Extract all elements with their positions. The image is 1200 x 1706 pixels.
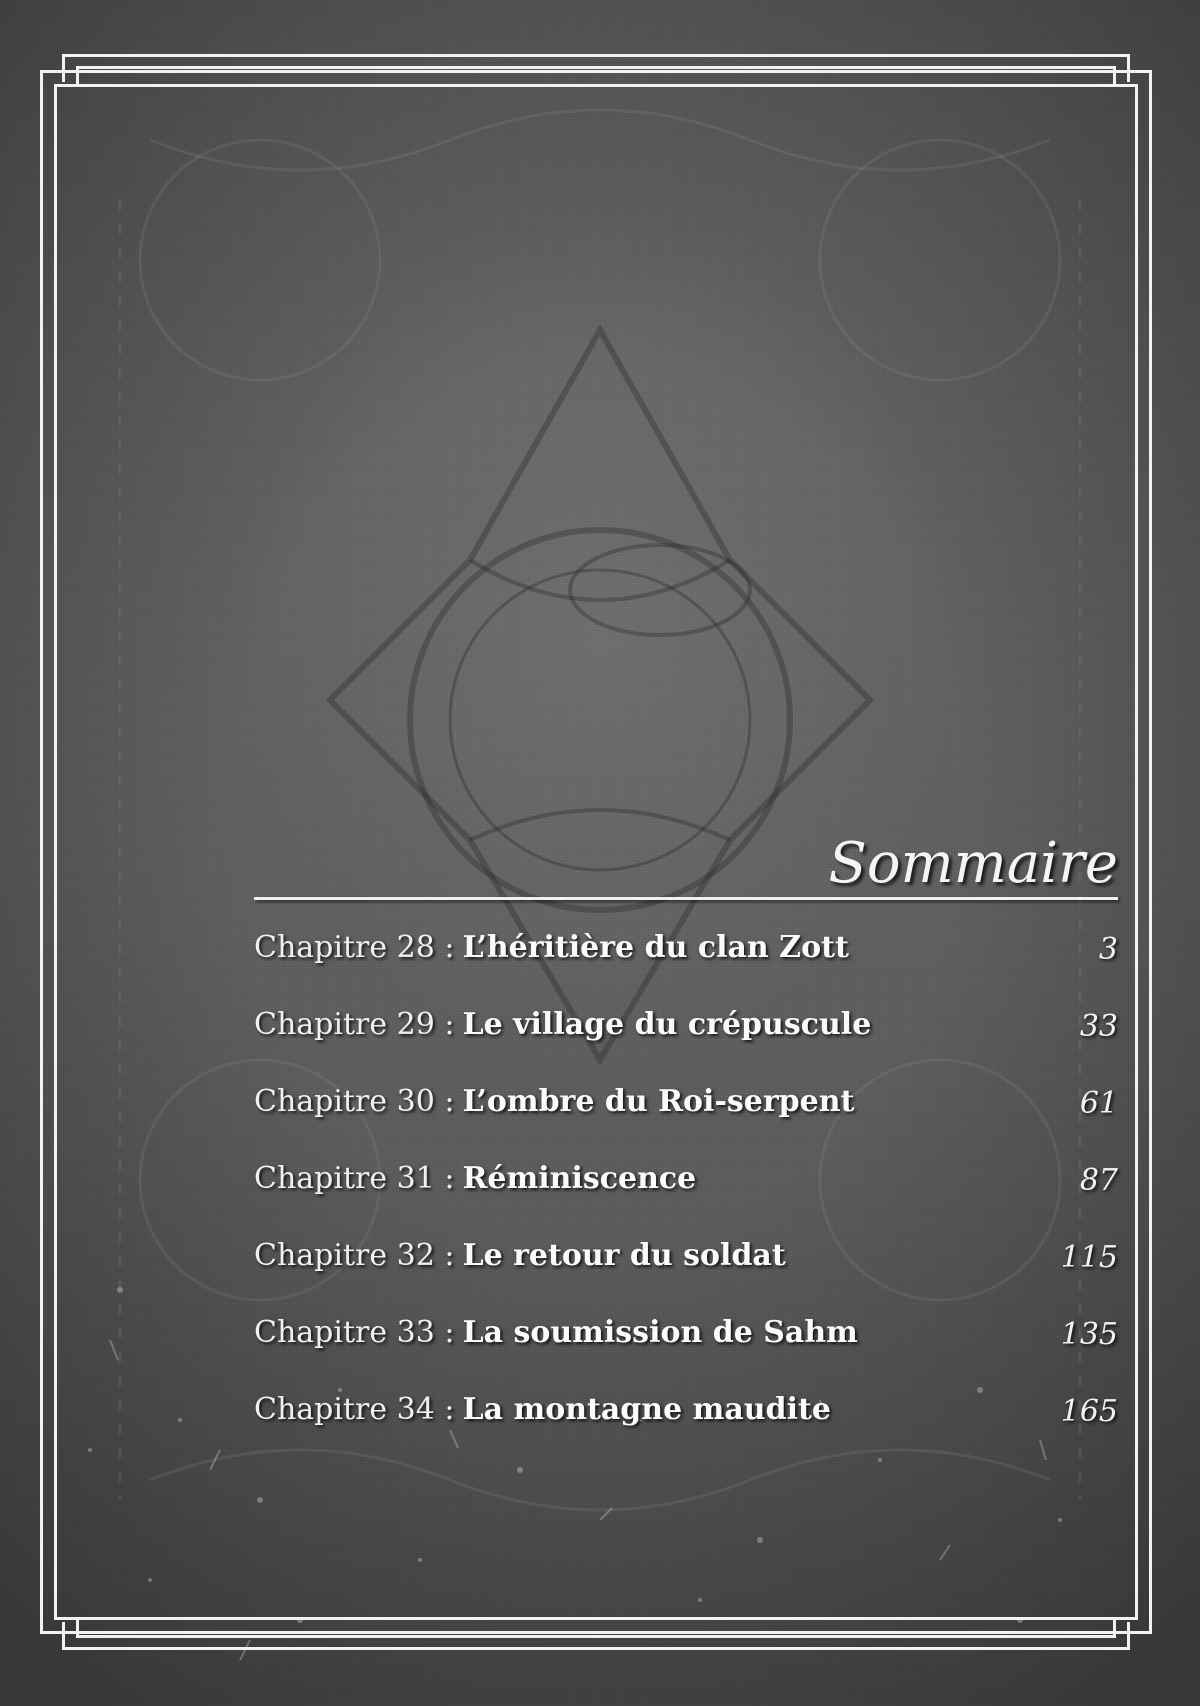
chapter-number: Chapitre 33 : — [254, 1315, 455, 1350]
chapter-title: Réminiscence — [462, 1161, 697, 1196]
chapter-number: Chapitre 32 : — [254, 1238, 455, 1273]
chapter-title: Le village du crépuscule — [462, 1007, 872, 1042]
toc-entry[interactable] — [254, 930, 1118, 1007]
chapter-number: Chapitre 34 : — [254, 1392, 455, 1427]
toc-entry[interactable] — [254, 1084, 1118, 1161]
toc-entry[interactable] — [254, 1238, 1118, 1315]
chapter-number: Chapitre 31 : — [254, 1161, 455, 1196]
chapter-page-number: 61 — [1079, 1086, 1118, 1121]
toc-entry[interactable] — [254, 1392, 1118, 1469]
title-underline — [254, 897, 1118, 900]
toc-entry[interactable] — [254, 1315, 1118, 1392]
toc-entry[interactable] — [254, 1161, 1118, 1238]
chapter-title: L’héritière du clan Zott — [462, 930, 849, 965]
chapter-number: Chapitre 28 : — [254, 930, 455, 965]
page-title: Sommaire — [828, 831, 1118, 896]
decorative-frame-bottom-notch-inner — [76, 1618, 1116, 1638]
chapter-number: Chapitre 30 : — [254, 1084, 455, 1119]
chapter-page-number: 87 — [1079, 1163, 1118, 1198]
chapter-number: Chapitre 29 : — [254, 1007, 455, 1042]
chapter-title: L’ombre du Roi-serpent — [462, 1084, 855, 1119]
chapter-page-number: 115 — [1060, 1240, 1118, 1275]
chapter-page-number: 3 — [1098, 932, 1118, 967]
chapter-title: Le retour du soldat — [462, 1238, 786, 1273]
chapter-page-number: 33 — [1079, 1009, 1118, 1044]
chapter-page-number: 165 — [1060, 1394, 1118, 1429]
toc-entry[interactable] — [254, 1007, 1118, 1084]
table-of-contents — [254, 930, 1118, 1469]
chapter-title: La soumission de Sahm — [462, 1315, 858, 1350]
chapter-title: La montagne maudite — [462, 1392, 831, 1427]
chapter-page-number: 135 — [1060, 1317, 1118, 1352]
decorative-frame-top-notch-inner — [76, 66, 1116, 86]
